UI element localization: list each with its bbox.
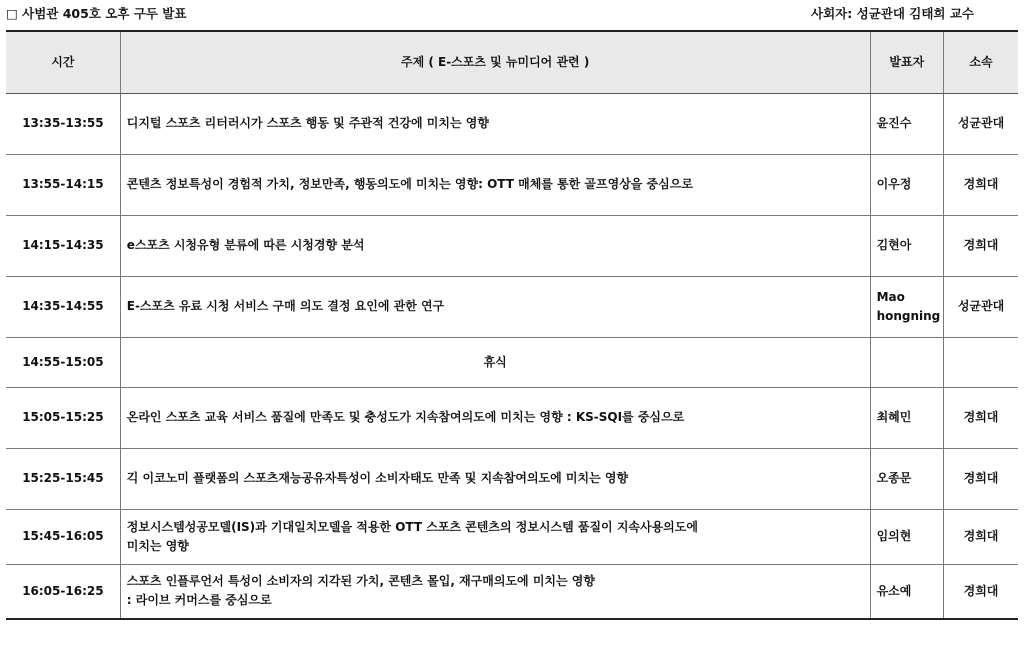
moderator-label: 사회자: 성균관대 김태희 교수: [811, 6, 974, 21]
column-header-presenter: 발표자: [870, 31, 943, 93]
schedule-body: [6, 93, 1018, 619]
table-row: [6, 93, 1018, 154]
table-row: [6, 337, 1018, 387]
topic-line: 콘텐츠 정보특성이 경험적 가치, 정보만족, 행동의도에 미치는 영향: OTT 매체를 통한 골프영상을 중심으로: [126, 177, 693, 191]
presenter-cell: [870, 509, 943, 564]
time-cell: 14:15-14:35: [6, 215, 120, 276]
table-row: [6, 215, 1018, 276]
column-header-topic: 주제 ( E-스포츠 및 뉴미디어 관련 ): [120, 31, 870, 93]
presenter-cell: [870, 564, 943, 619]
topic-line: 미치는 영향: [126, 538, 189, 553]
break-cell: [120, 337, 870, 387]
topic-cell: [120, 564, 870, 619]
time-cell: 15:25-15:45: [6, 448, 120, 509]
table-row: [6, 154, 1018, 215]
topic-cell: [120, 387, 870, 448]
presenter-name: 이우정: [876, 177, 912, 191]
affiliation-cell: 경희대: [944, 387, 1019, 448]
topic-line: E-스포츠 유료 시청 서비스 구매 의도 결정 요인에 관한 연구: [126, 299, 445, 313]
column-header-affiliation: 소속: [944, 31, 1019, 93]
topic-cell: [120, 93, 870, 154]
topic-line: e스포츠 시청유형 분류에 따른 시청경향 분석: [126, 238, 365, 252]
topic-line: : 라이브 커머스를 중심으로: [126, 593, 272, 608]
affiliation-cell: 경희대: [944, 215, 1019, 276]
topic-cell: [120, 154, 870, 215]
affiliation-cell: 경희대: [944, 154, 1019, 215]
topic-cell: [120, 276, 870, 337]
affiliation-cell: 경희대: [944, 509, 1019, 564]
page-header: [0, 0, 1024, 24]
presenter-name: 김현아: [876, 238, 912, 252]
time-cell: 15:05-15:25: [6, 387, 120, 448]
table-row: [6, 387, 1018, 448]
presenter-cell: [870, 154, 943, 215]
presenter-name: 최혜민: [876, 410, 912, 424]
presenter-cell: [870, 337, 943, 387]
presenter-name: 유소예: [876, 583, 912, 598]
affiliation-cell: 성균관대: [944, 276, 1019, 337]
topic-cell: [120, 448, 870, 509]
topic-line: 스포츠 인플루언서 특성이 소비자의 지각된 가치, 콘텐츠 몰입, 재구매의도에 미치는 영향: [126, 574, 595, 589]
presenter-cell: [870, 448, 943, 509]
presenter-cell: [870, 387, 943, 448]
session-title: □ 사범관 405호 오후 구두 발표: [6, 6, 187, 21]
time-cell: 14:55-15:05: [6, 337, 120, 387]
presenter-name: hongning: [876, 308, 941, 323]
time-cell: 13:55-14:15: [6, 154, 120, 215]
presenter-cell: [870, 93, 943, 154]
table-row: [6, 509, 1018, 564]
schedule-table: [6, 30, 1018, 620]
affiliation-cell: 경희대: [944, 448, 1019, 509]
presenter-name: 오종문: [876, 471, 912, 485]
presenter-cell: [870, 215, 943, 276]
presenter-name: 임의현: [876, 529, 912, 543]
time-cell: 15:45-16:05: [6, 509, 120, 564]
presenter-cell: [870, 276, 943, 337]
affiliation-cell: 경희대: [944, 564, 1019, 619]
topic-cell: [120, 215, 870, 276]
topic-line: 온라인 스포츠 교육 서비스 품질에 만족도 및 충성도가 지속참여의도에 미치는 영향 : KS-SQI를 중심으로: [126, 410, 685, 424]
topic-line: 휴식: [483, 354, 507, 369]
presenter-name: 윤진수: [876, 116, 912, 130]
table-header-row: [6, 31, 1018, 93]
time-cell: 13:35-13:55: [6, 93, 120, 154]
topic-line: 디지털 스포츠 리터러시가 스포츠 행동 및 주관적 건강에 미치는 영향: [126, 116, 489, 130]
topic-line: 정보시스템성공모델(IS)과 기대일치모델을 적용한 OTT 스포츠 콘텐츠의 정보시스템 품질이 지속사용의도에: [126, 519, 698, 534]
affiliation-cell: [944, 337, 1019, 387]
time-cell: 14:35-14:55: [6, 276, 120, 337]
table-row: [6, 448, 1018, 509]
column-header-time: 시간: [6, 31, 120, 93]
topic-cell: [120, 509, 870, 564]
time-cell: 16:05-16:25: [6, 564, 120, 619]
table-row: [6, 564, 1018, 619]
topic-line: 긱 이코노미 플랫폼의 스포츠재능공유자특성이 소비자태도 만족 및 지속참여의도에 미치는 영향: [126, 471, 629, 485]
presenter-name: Mao: [876, 289, 905, 304]
affiliation-cell: 성균관대: [944, 93, 1019, 154]
table-row: [6, 276, 1018, 337]
